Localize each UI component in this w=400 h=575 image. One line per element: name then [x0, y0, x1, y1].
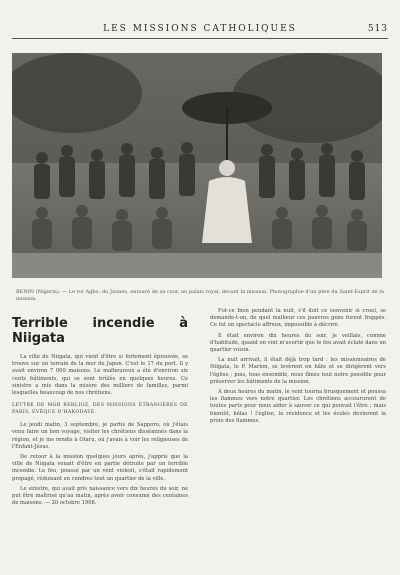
header-rule	[12, 38, 388, 39]
page-number: 513	[367, 24, 388, 34]
article-intro: La ville de Niigata, qui vient d'être si fortement éprouvée, se trouve sur un terrain de la mer du Japon. C'est le 17 du port. Il y avait environ 7 000 maisons. Le malheureux a été d'environ six cents bâtiments, qui se sont brûlés en quelques heures. Ce sinistre a mis dans la misère des milliers de familles, parmi lesquelles beaucoup de nos chrétiens.	[12, 354, 188, 397]
body-paragraph: Fut-ce bien pendant la nuit, s'il doit ce souvenir si cruel, se demande-t-on, de quel malheur ces pauvres gens furent frappés. Ce fut un spectacle affreux, impossible à décrire.	[210, 308, 386, 329]
photo-illustration	[12, 53, 382, 278]
body-paragraph: Le sinistre, qui avait pris naissance vers dix heures du soir, ne put être maîtrisé qu'au matin, après avoir consumé des centaines de maisons. — 20 octobre 1908.	[12, 485, 188, 507]
publication-title: LES MISSIONS CATHOLIQUES	[103, 24, 297, 34]
left-column	[12, 308, 188, 510]
letter-subheading: LETTRE DE MGR BERLIOZ, DES MISSIONS ÉTRANGÈRES DE PARIS, ÉVÊQUE D'HAKODATÉ.	[12, 403, 188, 415]
right-column	[210, 308, 386, 428]
group-photograph	[12, 53, 382, 278]
page-header	[12, 24, 388, 38]
body-paragraph: Il était environ dix heures du soir, je veillais, comme d'habitude, quand on vint m'avertir que le feu avait éclaté dans un quartier voisin.	[210, 332, 386, 354]
body-paragraph: A deux heures du matin, le vent tourna brusquement et poussa les flammes vers notre quartier. Les chrétiens accoururent de toutes parts pour nous aider à sauver ce qui pouvait l'être ; mais bientôt, hélas ! l'église, la résidence et les écoles devinrent la proie des flammes.	[210, 389, 386, 424]
photo-caption: BENIN (Nigeria). — Le roi Agbo, du Jaunez, entouré de sa cour, au palais royal, devant la mission. Photographie d'un père du Saint-Esprit de la mission.	[16, 289, 384, 302]
body-paragraph: La nuit arrivait, il était déjà trop tard : les missionnaires de Niigata, le P. Marion, se levèrent en hâte et se dirigèrent vers l'église ; puis, tous ensemble, nous fîmes tout notre possible pour préserver les bâtiments de la mission.	[210, 357, 386, 385]
body-paragraph: De retour à la mission quelques jours après, j'appris que la ville de Niigata venait d'être en partie détruite par un terrible incendie. Le feu, poussé par un vent violent, s'était rapidement propagé, réduisant en cendres tout un quartier de la ville.	[12, 454, 188, 482]
article-headline: Terrible incendie à Niigata	[12, 316, 188, 346]
body-paragraph: Le jeudi matin, 3 septembre, je partis de Sapporo, où j'étais venu faire un bon voyage, visiter les chrétiens disséminés dans la région, et je me rendis à Otaru, où j'avais à voir les religieuses de l'Enfant-Jésus.	[12, 422, 188, 450]
